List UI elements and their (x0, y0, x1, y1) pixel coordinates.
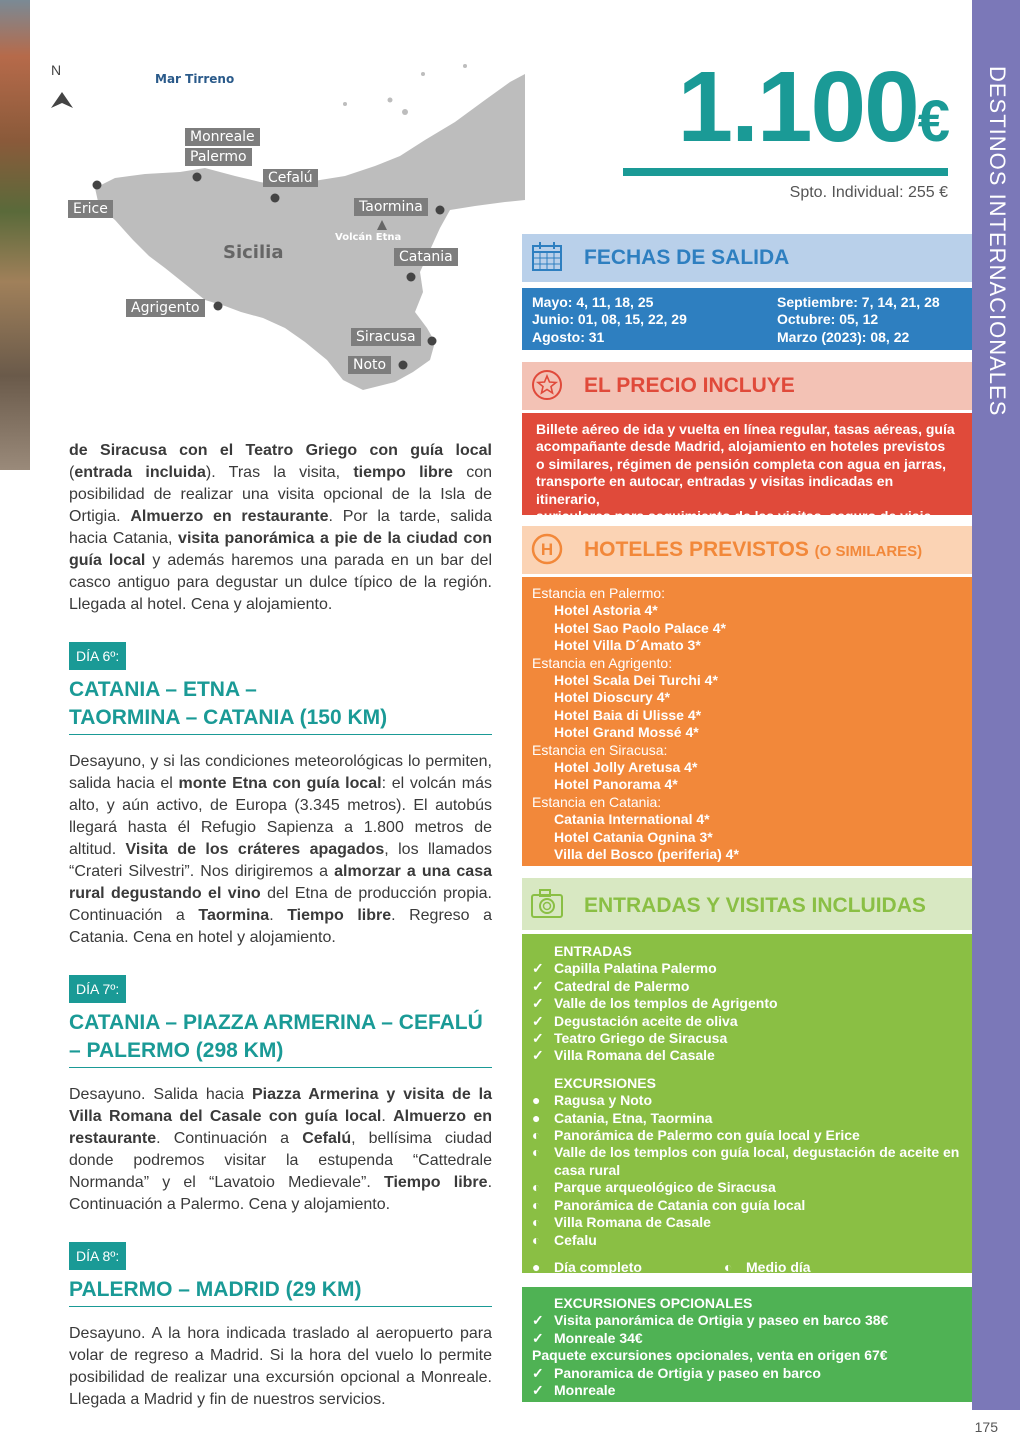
hotel-item: Hotel Panorama 4* (554, 776, 678, 793)
day7-tag: DÍA 7º: (69, 975, 126, 1003)
page-number: 175 (974, 1419, 998, 1435)
excursion-item: ◐ Valle de los templos con guía local, degustación de aceite en casa rural (532, 1144, 960, 1178)
incluye-line: transporte en autocar, entradas y visitas indicadas en itinerario, (536, 473, 894, 507)
price: 1.100€ (677, 51, 948, 163)
excursion-item: ◐ Cefalu (532, 1231, 597, 1248)
excursion-item: ◐ Parque arqueológico de Siracusa (532, 1179, 776, 1196)
opcional-item: ✓ Monreale 34€ (532, 1329, 643, 1346)
full-day-icon: ● (532, 1092, 541, 1109)
entrada-item: ✓ Villa Romana del Casale (532, 1047, 715, 1064)
camera-icon (530, 886, 564, 920)
city-label-cefalu: Cefalú (263, 169, 318, 187)
entrada-item: ✓ Valle de los templos de Agrigento (532, 995, 778, 1012)
section-title: DESTINOS INTERNACIONALES (985, 66, 1010, 417)
day8-title: PALERMO – MADRID (29 KM) (69, 1276, 492, 1307)
half-day-icon: ◐ (532, 1196, 541, 1213)
fecha-line: Agosto: 31 (532, 328, 605, 345)
legend: ● Día completo ◐ Medio día (532, 1258, 811, 1275)
excursion-item: ◐ Panorámica de Palermo con guía local y Erice (532, 1127, 860, 1144)
hotel-item: Catania International 4* (554, 811, 710, 828)
entrada-item: ✓ Catedral de Palermo (532, 977, 690, 994)
half-day-icon: ◐ (724, 1258, 733, 1275)
island-label: Sicilia (223, 242, 284, 263)
excursion-item: ◐ Villa Romana de Casale (532, 1214, 711, 1231)
volcano-label: Volcán Etna (335, 232, 402, 243)
section-side-band (972, 0, 1020, 1410)
hoteles-header (522, 526, 972, 574)
incluye-line: acompañante desde Madrid, alojamiento en hoteles previstos (536, 438, 946, 455)
city-label-noto: Noto (348, 356, 391, 374)
entrada-item: ✓ Degustación aceite de oliva (532, 1012, 738, 1029)
hotel-item: Hotel Grand Mossé 4* (554, 724, 699, 741)
hotel-group-label: Estancia en Siracusa: (532, 741, 668, 758)
entradas-subhead: ENTRADAS (554, 943, 632, 959)
itinerary-column (69, 440, 492, 1411)
hotel-item: Hotel Villa D´Amato 3* (554, 637, 701, 654)
entrada-item: ✓ Capilla Palatina Palermo (532, 960, 717, 977)
north-indicator: N (51, 62, 62, 78)
hotel-item: Hotel Scala Dei Turchi 4* (554, 672, 718, 689)
opcionales-head: EXCURSIONES OPCIONALES (554, 1295, 753, 1311)
city-label-agrigento: Agrigento (126, 299, 205, 317)
fecha-line: Junio: 01, 08, 15, 22, 29 (532, 311, 687, 328)
hotel-item: Hotel Baia di Ulisse 4* (554, 706, 702, 723)
opcional-item: ✓ Visita panorámica de Ortigia y paseo en barco 38€ (532, 1312, 889, 1329)
incluye-line: auriculares para seguimiento de las visitas, seguro de viaje. (536, 508, 936, 525)
excursion-item: ● Catania, Etna, Taormina (532, 1109, 713, 1126)
city-label-catania: Catania (394, 248, 458, 266)
day8-body: Desayuno. A la hora indicada traslado al aeropuerto para volar de regreso a Madrid. Si la hora del vuelo lo permite posibilidad de realizar una excursión opcional a Monreale. Llegada a Madrid y fin de nuestros servicios. (69, 1325, 492, 1408)
fechas-title: FECHAS DE SALIDA (584, 246, 790, 269)
single-supplement: Spto. Individual: 255 € (789, 184, 948, 201)
hotel-icon (530, 532, 564, 566)
day8-tag: DÍA 8º: (69, 1242, 126, 1270)
opcionales-body (522, 1287, 972, 1402)
hotel-item: Hotel Catania Ognina 3* (554, 828, 713, 845)
incluye-line: Billete aéreo de ida y vuelta en línea regular, tasas aéreas, guía (536, 421, 955, 437)
paquete-line: Paquete excursiones opcionales, venta en origen 67€ (532, 1347, 888, 1364)
hotel-item: Hotel Astoria 4* (554, 602, 658, 619)
hotel-item: Hotel Sao Paolo Palace 4* (554, 619, 726, 636)
hotel-item: Villa del Bosco (periferia) 4* (554, 846, 739, 863)
full-day-icon: ● (532, 1258, 541, 1275)
hoteles-body (522, 577, 972, 866)
excursion-item: ◐ Panorámica de Catania con guía local (532, 1196, 806, 1213)
sicily-map (45, 60, 525, 400)
incluye-body (522, 413, 972, 525)
excursion-item: ● Ragusa y Noto (532, 1092, 653, 1109)
day6-body: Desayuno, y si las condiciones meteorológicas lo permiten, salida hacia el monte Etna con guía local: el volcán más alto, y aún activo, de Europa (3.345 metros). El autobús llegará hasta él Refugio Sapienza a 1.800 metros de altitud. Visita de los cráteres apagados, los llamados “Crateri Silvestri”. Nos dirigiremos a almorzar a una casa rural degustando el vino del Etna de producción propia. Continuación a Taormina. Tiempo libre. Regreso a Catania. Cena en hotel y alojamiento. (69, 753, 493, 946)
city-label-taormina: Taormina (354, 198, 428, 216)
full-day-icon: ● (532, 1109, 541, 1126)
half-day-icon: ◐ (532, 1144, 541, 1161)
price-underline (623, 168, 948, 176)
city-label-siracusa: Siracusa (351, 328, 421, 346)
entradas-title: ENTRADAS Y VISITAS INCLUIDAS (584, 894, 926, 917)
opcional-item: ✓ Monreale (532, 1382, 616, 1399)
svg-text:H: H (540, 540, 554, 559)
sicily-shape (45, 60, 525, 400)
city-label-palermo: Palermo (185, 148, 252, 166)
incluye-line: o similares, régimen de pensión completa con agua en jarras, (536, 455, 947, 472)
half-day-icon: ◐ (532, 1179, 541, 1196)
excursiones-subhead: EXCURSIONES (554, 1074, 656, 1091)
entradas-body (522, 934, 972, 1273)
day6-title: CATANIA – ETNA – TAORMINA – CATANIA (150 KM) (69, 676, 492, 735)
sea-label: Mar Tirreno (155, 72, 235, 86)
fechas-header (522, 234, 972, 282)
hoteles-title: HOTELES PREVISTOS (O SIMILARES) (584, 538, 923, 561)
fecha-line: Septiembre: 7, 14, 21, 28 (777, 294, 940, 310)
half-day-icon: ◐ (532, 1127, 541, 1144)
hotel-group-label: Estancia en Palermo: (532, 585, 666, 601)
day6-tag: DÍA 6º: (69, 642, 126, 670)
day7-title: CATANIA – PIAZZA ARMERINA – CEFALÚ – PALERMO (298 KM) (69, 1009, 492, 1068)
half-day-icon: ◐ (532, 1214, 541, 1231)
entrada-item: ✓ Teatro Griego de Siracusa (532, 1030, 728, 1047)
entradas-header (522, 878, 972, 930)
destination-photo-strip (0, 0, 30, 470)
half-day-icon: ◐ (532, 1231, 541, 1248)
calendar-icon (530, 240, 564, 274)
hotel-item: Hotel Dioscury 4* (554, 689, 670, 706)
fecha-line: Octubre: 05, 12 (777, 311, 879, 328)
opcional-item: ✓ Panoramica de Ortigia y paseo en barco (532, 1364, 821, 1381)
fecha-line: Marzo (2023): 08, 22 (777, 328, 910, 345)
hotel-group-label: Estancia en Agrigento: (532, 654, 673, 671)
city-label-monreale: Monreale (185, 128, 260, 146)
incluye-header (522, 362, 972, 410)
hotel-group-label: Estancia en Catania: (532, 793, 662, 810)
badge-star-icon (530, 368, 564, 402)
day7-body: Desayuno. Salida hacia Piazza Armerina y visita de la Villa Romana del Casale con guía local. Almuerzo en restaurante. Continuación a Cefalú, bellísima ciudad donde podremos visitar la estupenda “Cattedrale Normanda” y el “Lavatoio Medievale”. Tiempo libre. Continuación a Palermo. Cena y alojamiento. (69, 1086, 493, 1213)
hotel-item: Hotel Jolly Aretusa 4* (554, 759, 698, 776)
incluye-title: EL PRECIO INCLUYE (584, 374, 795, 397)
fecha-line: Mayo: 4, 11, 18, 25 (532, 294, 654, 310)
fechas-body (522, 288, 972, 350)
city-label-erice: Erice (68, 200, 113, 218)
day5-continuation: de Siracusa con el Teatro Griego con guía local (entrada incluida). Tras la visita, tiempo libre con posibilidad de realizar una visita opcional de la Isla de Ortigia. Almuerzo en restaurante. Por la tarde, salida hacia Catania, visita panorámica a pie de la ciudad con guía local y además haremos una parada en un bar del casco antiguo para degustar un dulce típico de la región. Llegada al hotel. Cena y alojamiento. (69, 442, 493, 613)
